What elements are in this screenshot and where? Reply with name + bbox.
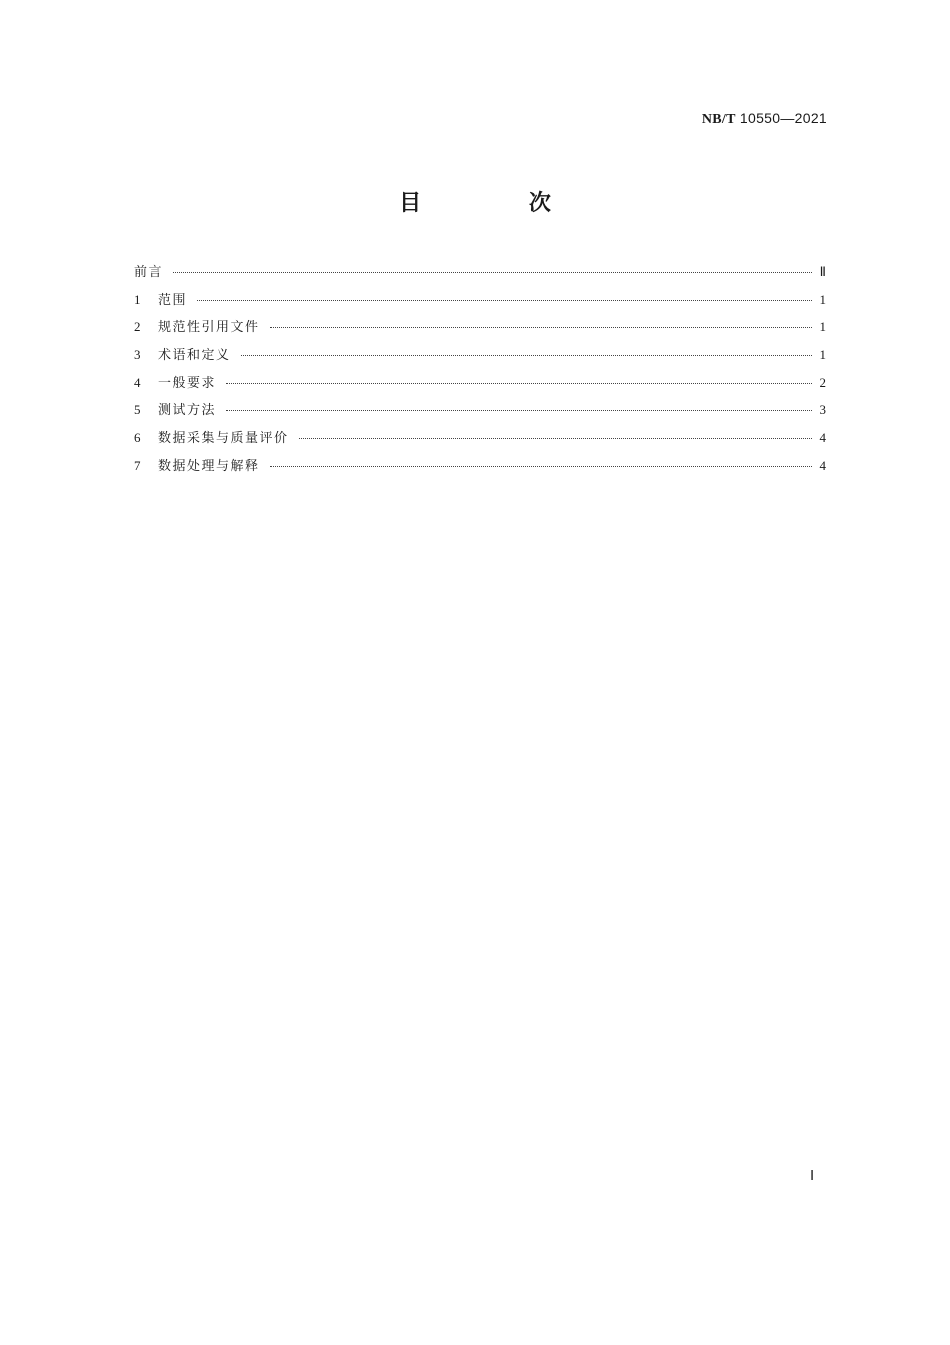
standard-code [702, 110, 827, 128]
toc-leader-dots [226, 410, 812, 411]
toc-item-data-processing[interactable] [134, 455, 826, 483]
toc-item-normative-references[interactable] [134, 316, 826, 344]
toc-item-general-requirements[interactable] [134, 372, 826, 400]
toc-item-number: 4 [134, 374, 141, 390]
toc-item-page: 1 [819, 291, 826, 307]
toc-item-label: 一般要求 [158, 375, 217, 391]
standard-code-number: 10550—2021 [739, 110, 827, 126]
page-number: Ⅰ [810, 1169, 815, 1184]
toc-item-number: 3 [134, 347, 141, 363]
toc-leader-dots [241, 355, 812, 356]
toc-leader-dots [173, 272, 812, 273]
toc-title: 目 次 [399, 191, 601, 216]
standard-code-prefix: NB/T [701, 112, 736, 127]
toc-item-label: 规范性引用文件 [158, 320, 260, 336]
toc-item-number: 2 [134, 319, 141, 335]
toc-item-label: 数据处理与解释 [158, 458, 260, 474]
toc-item-page: Ⅱ [819, 264, 826, 279]
toc-item-number: 6 [134, 430, 141, 446]
toc-item-number: 7 [134, 457, 141, 473]
toc-leader-dots [270, 466, 812, 467]
toc-item-page: 1 [819, 347, 826, 363]
toc-item-number: 1 [134, 291, 141, 307]
toc-item-page: 1 [819, 319, 826, 335]
toc-item-label: 术语和定义 [158, 348, 231, 364]
toc-leader-dots [197, 300, 812, 301]
toc-item-page: 4 [819, 430, 826, 446]
toc-item-test-methods[interactable] [134, 399, 826, 427]
toc-leader-dots [299, 438, 812, 439]
toc-item-number: 5 [134, 402, 141, 418]
toc-item-page: 2 [819, 374, 826, 390]
toc-item-label: 前言 [134, 265, 164, 280]
toc-item-label: 测试方法 [158, 403, 217, 419]
toc-item-data-acquisition[interactable] [134, 427, 826, 455]
toc-leader-dots [270, 327, 812, 328]
toc-item-page: 3 [819, 402, 826, 418]
toc-item-label: 范围 [158, 292, 188, 308]
table-of-contents [134, 261, 826, 483]
toc-item-page: 4 [819, 457, 826, 473]
toc-item-label: 数据采集与质量评价 [158, 431, 289, 447]
toc-item-scope[interactable] [134, 289, 826, 317]
toc-leader-dots [226, 383, 812, 384]
toc-item-foreword[interactable] [134, 261, 826, 289]
toc-item-terms-definitions[interactable] [134, 344, 826, 372]
